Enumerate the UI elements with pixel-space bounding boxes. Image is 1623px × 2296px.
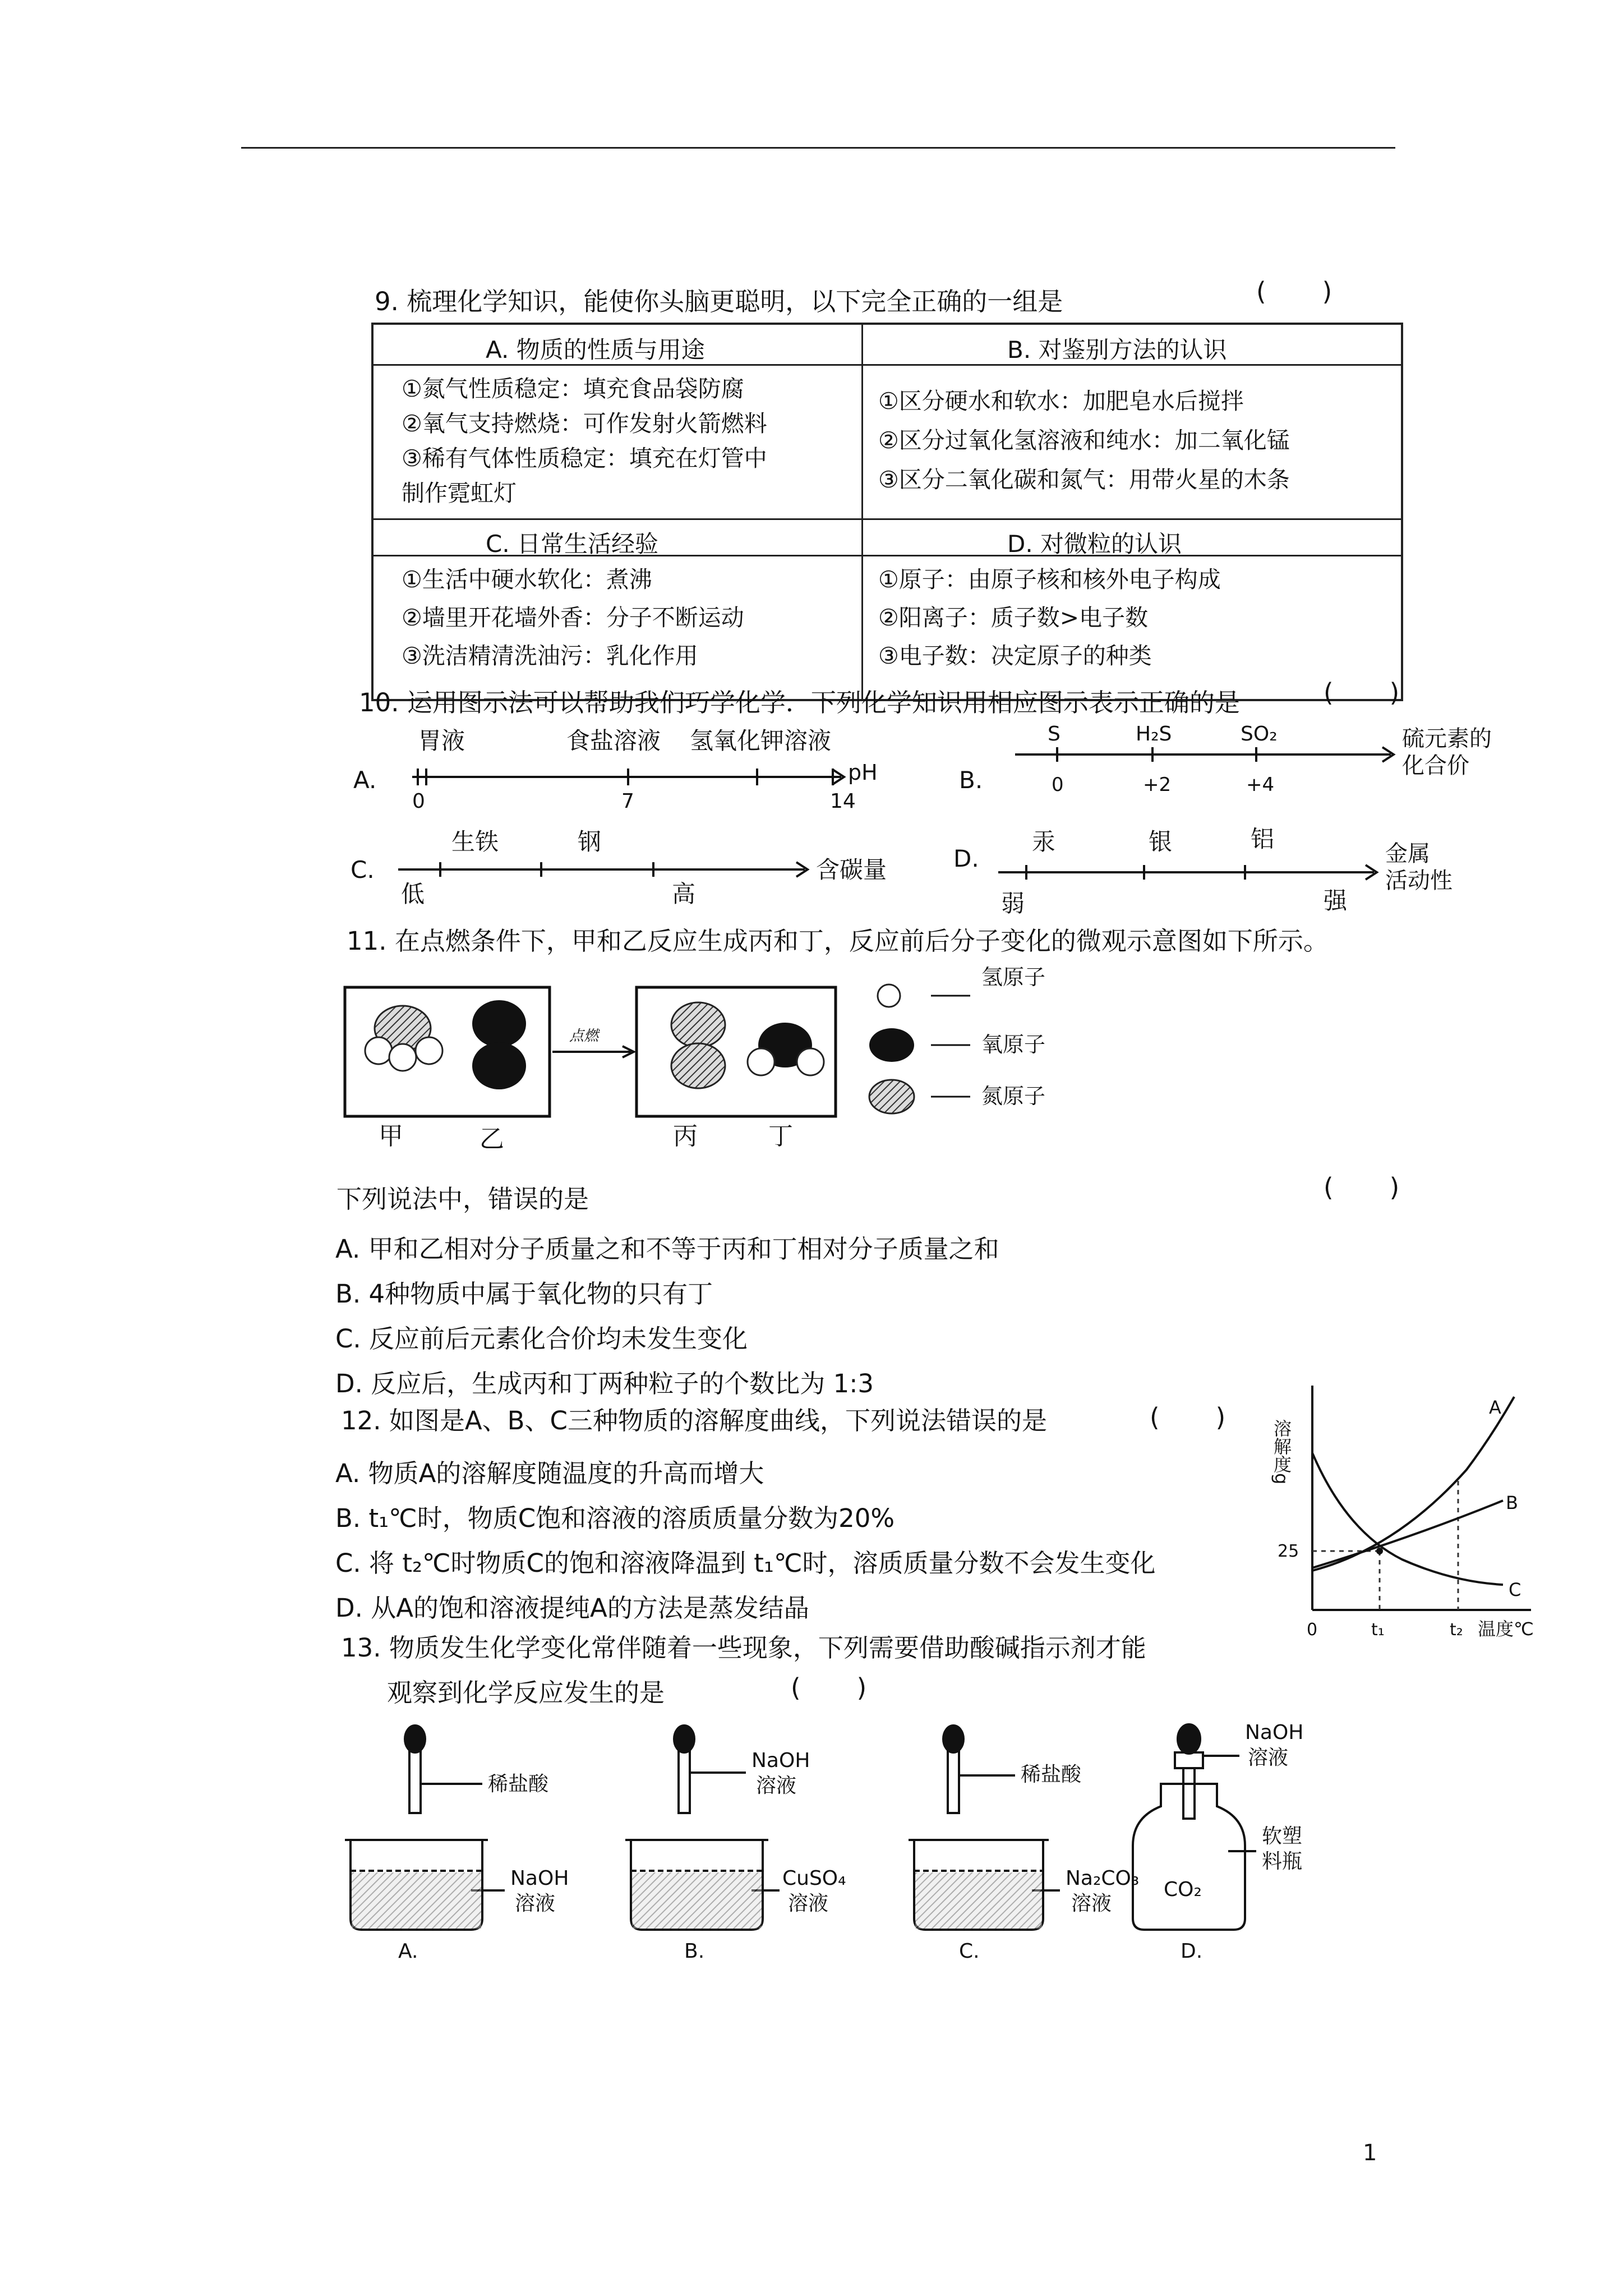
dropper-label: 稀盐酸 (1021, 1763, 1082, 1786)
q13-answer-paren: ( ) (791, 1673, 867, 1703)
tick-label: 0 (412, 790, 425, 813)
q9-stem: 9. 梳理化学知识，能使你头脑更聪明，以下完全正确的一组是 (375, 287, 1063, 316)
q11-stem: 11. 在点燃条件下，甲和乙反应生成丙和丁，反应前后分子变化的微观示意图如下所示。 (347, 926, 1329, 956)
axis-label: 银 (1149, 828, 1173, 855)
legend-oxygen-icon (869, 1028, 914, 1062)
legend-label: 氧原子 (981, 1032, 1046, 1057)
axis-high: 高 (672, 880, 696, 908)
nitrogen-atom (671, 1002, 725, 1047)
x-tick: t₁ (1371, 1620, 1385, 1640)
axis-low: 弱 (1001, 890, 1025, 917)
cell-a-item: ①氮气性质稳定：填充食品袋防腐 (402, 375, 744, 402)
liquid-label: 溶液 (788, 1892, 829, 1915)
axis-title: 化合价 (1402, 753, 1469, 779)
q12-solubility-chart (1267, 1374, 1548, 1655)
option-letter: A. (398, 1940, 418, 1963)
q9-answer-paren: ( ) (1256, 277, 1332, 306)
bottle-label: 料瓶 (1262, 1850, 1303, 1873)
axis-title: pH (848, 760, 878, 785)
dropper-label: 溶液 (1248, 1746, 1289, 1769)
axis-low: 低 (401, 880, 425, 908)
axis-label: 食盐溶液 (566, 727, 661, 754)
table-divider-vertical (861, 325, 863, 699)
curve-label: A (1489, 1397, 1501, 1418)
option-letter: D. (1181, 1940, 1203, 1963)
axis-label: 生铁 (451, 828, 499, 855)
q12-option-c: C. 将 t₂℃时物质C的饱和溶液降温到 t₁℃时，溶质质量分数不会发生变化 (335, 1548, 1156, 1578)
cell-c-item: ②墙里开花墙外香：分子不断运动 (402, 604, 744, 631)
cell-b-title: B. 对鉴别方法的认识 (1007, 336, 1227, 364)
cell-c-item: ③洗洁精清洗油污：乳化作用 (402, 642, 698, 669)
molecule-label: 乙 (479, 1125, 504, 1153)
hydrogen-atom (365, 1037, 392, 1064)
q12-answer-paren: ( ) (1150, 1402, 1226, 1432)
oxygen-atom (472, 1000, 526, 1047)
axis-label: 汞 (1032, 828, 1056, 855)
liquid-label: 溶液 (1071, 1892, 1112, 1915)
axis-label: H₂S (1136, 724, 1172, 746)
oxygen-atom (472, 1042, 526, 1089)
dropper-label: NaOH (1245, 1722, 1304, 1744)
y-axis-title: 溶解度g (1271, 1419, 1292, 1485)
cell-b-item: ③区分二氧化碳和氮气：用带火星的木条 (878, 466, 1290, 493)
molecule-label: 丁 (768, 1122, 793, 1151)
q9-table (371, 323, 1403, 701)
bottle-label: 软塑 (1262, 1825, 1303, 1848)
axis-label: SO₂ (1241, 724, 1278, 746)
q11-question: 下列说法中，错误的是 (336, 1184, 589, 1214)
header-rule (241, 147, 1395, 149)
liquid-label: CuSO₄ (782, 1867, 846, 1890)
q10-stem: 10. 运用图示法可以帮助我们巧学化学．下列化学知识用相应图示表示正确的是 (359, 688, 1240, 717)
liquid-label: 溶液 (515, 1892, 556, 1915)
cell-a-item: ③稀有气体性质稳定：填充在灯管中 (402, 445, 767, 472)
cell-a-item: ②氧气支持燃烧：可作发射火箭燃料 (402, 410, 767, 437)
q13-stem: 13. 物质发生化学变化常伴随着一些现象，下列需要借助酸碱指示剂才能 (341, 1633, 1146, 1663)
curve-c (1312, 1453, 1503, 1585)
liquid-label: Na₂CO₃ (1066, 1867, 1140, 1890)
table-divider (374, 518, 1401, 520)
option-letter: B. (684, 1940, 705, 1963)
hydrogen-atom (389, 1044, 416, 1071)
axis-label: 铝 (1251, 825, 1275, 853)
dropper-label: 溶液 (756, 1774, 797, 1797)
molecule-label: 丙 (673, 1122, 698, 1151)
cell-a-title: A. 物质的性质与用途 (486, 336, 705, 364)
axis-label: S (1048, 724, 1061, 746)
cell-d-item: ②阳离子：质子数>电子数 (878, 604, 1149, 631)
page-number: 1 (1363, 2140, 1377, 2166)
axis-title: 金属 (1385, 841, 1430, 867)
axis-label: 胃液 (418, 727, 465, 754)
x-axis-title: 温度℃ (1478, 1618, 1534, 1640)
axis-title: 含碳量 (816, 856, 887, 884)
option-letter: D. (953, 845, 979, 872)
q11-option-b: B. 4种物质中属于氧化物的只有丁 (335, 1279, 713, 1309)
q11-answer-paren: ( ) (1324, 1172, 1400, 1202)
cell-d-item: ③电子数：决定原子的种类 (878, 642, 1152, 669)
y-tick: 25 (1278, 1542, 1299, 1561)
dropper-label: NaOH (751, 1749, 810, 1772)
hydrogen-atom (416, 1037, 442, 1064)
option-letter: A. (353, 766, 377, 794)
cell-b-item: ①区分硬水和软水：加肥皂水后搅拌 (878, 388, 1244, 415)
legend-nitrogen-icon (869, 1080, 914, 1114)
hydrogen-atom (748, 1048, 774, 1075)
curve-label: C (1509, 1579, 1521, 1600)
tick-label: +2 (1143, 774, 1172, 796)
option-letter: C. (351, 856, 375, 884)
option-letter: C. (959, 1940, 980, 1963)
q11-option-a: A. 甲和乙相对分子质量之和不等于丙和丁相对分子质量之和 (335, 1234, 999, 1264)
origin-label: 0 (1307, 1620, 1318, 1640)
q11-micro-diagram (336, 962, 1110, 1164)
tick-label: 14 (830, 790, 856, 813)
dropper-label: 稀盐酸 (488, 1773, 549, 1796)
q12-option-d: D. 从A的饱和溶液提纯A的方法是蒸发结晶 (335, 1593, 809, 1623)
axis-label: 氢氧化钾溶液 (690, 727, 832, 754)
hydrogen-atom (797, 1048, 824, 1075)
curve-a (1312, 1397, 1514, 1571)
curve-label: B (1506, 1492, 1518, 1513)
axis-label: 钢 (578, 828, 602, 855)
axis-high: 强 (1324, 887, 1348, 914)
nitrogen-atom (671, 1043, 725, 1088)
molecule-label: 甲 (379, 1122, 403, 1151)
q12-option-b: B. t₁℃时，物质C饱和溶液的溶质质量分数为20% (335, 1503, 895, 1533)
legend-hydrogen-icon (878, 984, 900, 1007)
q12-option-a: A. 物质A的溶解度随温度的升高而增大 (335, 1458, 764, 1488)
q10-diagrams (336, 724, 1537, 937)
gas-label: CO₂ (1164, 1878, 1202, 1901)
option-letter: B. (959, 766, 983, 794)
legend-label: 氮原子 (981, 1084, 1046, 1108)
cell-a-item: 制作霓虹灯 (402, 480, 517, 507)
cell-b-item: ②区分过氧化氢溶液和纯水：加二氧化锰 (878, 427, 1290, 454)
q11-option-d: D. 反应后，生成丙和丁两种粒子的个数比为 1:3 (335, 1369, 874, 1398)
q10-answer-paren: ( ) (1324, 678, 1400, 707)
arrow-label: 点燃 (569, 1028, 599, 1045)
cell-c-item: ①生活中硬水软化：煮沸 (402, 566, 652, 593)
liquid-label: NaOH (510, 1867, 569, 1890)
cell-d-title: D. 对微粒的认识 (1007, 530, 1182, 558)
curve-b (1312, 1501, 1503, 1568)
axis-title: 硫元素的 (1402, 726, 1492, 752)
cell-c-title: C. 日常生活经验 (486, 530, 659, 558)
cell-d-item: ①原子：由原子核和核外电子构成 (878, 566, 1221, 593)
q13-stem-cont: 观察到化学反应发生的是 (387, 1678, 665, 1708)
q11-option-c: C. 反应前后元素化合价均未发生变化 (335, 1324, 748, 1354)
intersection-point (1376, 1548, 1383, 1554)
legend-label: 氢原子 (981, 965, 1046, 990)
axis-title: 活动性 (1385, 868, 1453, 894)
tick-label: +4 (1246, 774, 1275, 796)
q13-apparatus (336, 1722, 1514, 1980)
x-tick: t₂ (1450, 1620, 1463, 1640)
tick-label: 7 (621, 790, 634, 813)
tick-label: 0 (1052, 774, 1064, 796)
q12-stem: 12. 如图是A、B、C三种物质的溶解度曲线，下列说法错误的是 (341, 1406, 1047, 1435)
